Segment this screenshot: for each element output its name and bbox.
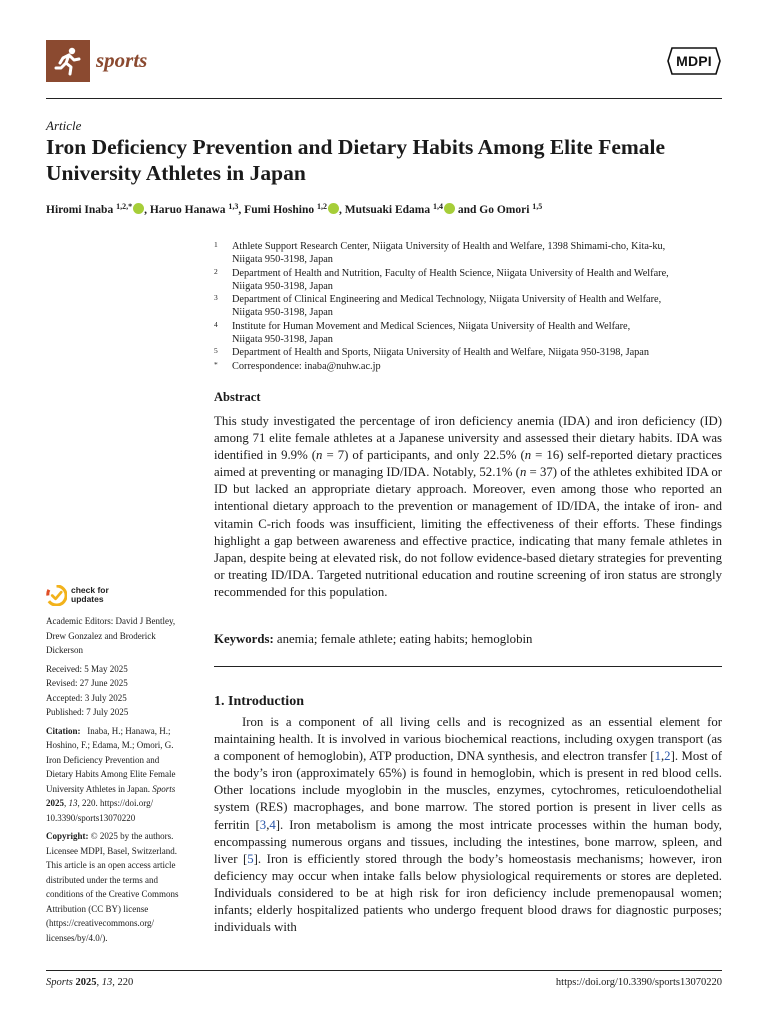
- editors-line: Drew Gonzalez and Broderick: [46, 630, 156, 641]
- citation-text: University Athletes in Japan.: [46, 783, 153, 794]
- publisher-logo[interactable]: [666, 46, 722, 76]
- affiliation-number: 2: [214, 266, 218, 276]
- footer-citation: [46, 977, 133, 988]
- author-affiliation-marker: 1,4: [432, 202, 443, 211]
- citation-volume: 13: [68, 798, 78, 808]
- copyright-block: [46, 829, 206, 945]
- affiliation-line: Niigata 950-3198, Japan: [232, 333, 333, 345]
- reference-link[interactable]: 4: [269, 817, 276, 832]
- orcid-icon[interactable]: [328, 203, 339, 214]
- affiliation-number: 3: [214, 293, 218, 303]
- copyright-text: © 2025 by the authors.: [90, 831, 174, 841]
- author-list: [46, 199, 736, 218]
- reference-separator: ,: [660, 749, 665, 764]
- copyright-line: conditions of the Creative Commons: [46, 889, 179, 899]
- affiliation-number: *: [214, 359, 218, 369]
- affiliation-list: [214, 240, 724, 374]
- affiliation-item: [214, 320, 724, 346]
- abstract-n-symbol: n: [519, 465, 527, 480]
- journal-logo: [46, 40, 90, 82]
- citation-text: ,: [64, 798, 69, 808]
- citation-block: [46, 724, 206, 826]
- footer-journal: Sports: [46, 977, 73, 988]
- academic-editors: [46, 614, 206, 658]
- copyright-line: [46, 829, 206, 844]
- affiliation-item: [214, 360, 724, 373]
- intro-text-part: ]. Most of the body’s iron (approximately 65%) is found in hemoglobin, which is present in red blood cells. Other locations include myoglobin in the muscles, enzymes, cytochromes, reticuloendothelial system (RES) macrophages, and bone marrow. The stored portion is present in liver cells as ferritin [: [214, 749, 722, 832]
- copyright-line: Attribution (CC BY) license: [46, 903, 149, 914]
- license-link[interactable]: (https://creativecommons.org/: [46, 918, 155, 928]
- license-link[interactable]: licenses/by/4.0/).: [46, 932, 108, 943]
- author-name[interactable]: Go Omori: [479, 204, 530, 216]
- footer-article-number: , 220: [112, 977, 134, 988]
- article-title: Iron Deficiency Prevention and Dietary Habits Among Elite Female University Athletes in Japan: [46, 135, 666, 185]
- check-for-updates-label: [71, 586, 109, 604]
- check-for-updates-icon: [46, 585, 67, 606]
- citation-year: 2025: [46, 798, 64, 808]
- introduction-paragraph: [214, 714, 722, 936]
- citation-doi-prefix[interactable]: , 220. https://doi.org/: [77, 798, 154, 808]
- author-name[interactable]: Mutsuaki Edama: [344, 204, 431, 216]
- affiliation-number: 4: [214, 319, 218, 329]
- abstract-n-symbol: n: [316, 448, 323, 463]
- footer-divider: [46, 970, 722, 971]
- abstract-n-symbol: n: [524, 448, 532, 463]
- author-separator: ,: [144, 204, 150, 216]
- affiliation-item: [214, 293, 724, 319]
- abstract-text: [214, 413, 722, 601]
- keywords-line: [214, 631, 722, 648]
- citation-label: Citation:: [46, 725, 81, 736]
- author-separator: ,: [238, 204, 245, 216]
- article-info-sidebar: [46, 584, 206, 949]
- footer-separator: ,: [96, 977, 102, 988]
- journal-name: sports: [96, 48, 148, 72]
- footer-doi-link[interactable]: https://doi.org/10.3390/sports13070220: [555, 977, 722, 988]
- abstract-text-part: = 37) of the athletes exhibited IDA or ID but lacked an appropriate dietary approach. Moreover, even among those who reported an intentional dietary approach to the prevention or management of ID/IDA, the intake of iron- and vitamin C-rich foods was insufficient, limiting the effectiveness of their efforts. These findings highlight a gap between awareness and effective practice, indicating that many female athletes in Japan, despite being at elevated risk, do not follow evidence-based dietary strategies for preventing or treating ID/IDA. Targeted nutritional education and routine screening of iron status are strongly recommended for this population.: [214, 465, 722, 599]
- page-header: [46, 40, 722, 98]
- affiliation-number: 5: [214, 346, 218, 356]
- affiliation-line: Niigata 950-3198, Japan: [232, 280, 333, 292]
- author-name[interactable]: Fumi Hoshino: [244, 204, 315, 216]
- citation-line: Hoshino, F.; Edama, M.; Omori, G.: [46, 740, 174, 750]
- affiliation-number: 1: [214, 240, 218, 249]
- citation-line: Dietary Habits Among Elite Female: [46, 769, 176, 779]
- citation-line: [46, 724, 206, 739]
- editors-line: Dickerson: [46, 645, 83, 655]
- header-divider: [46, 98, 722, 99]
- author-affiliation-marker: 1,2,*: [116, 202, 133, 211]
- keywords-label: Keywords:: [214, 632, 274, 646]
- reference-link[interactable]: 1: [654, 749, 661, 764]
- affiliation-item: [214, 267, 724, 293]
- publisher-name: MDPI: [676, 53, 712, 69]
- check-for-updates-badge[interactable]: [46, 584, 206, 606]
- intro-text-part: Iron is a component of all living cells and is recognized as an essential element for maintaining health. It is involved in various biochemical reactions, including oxygen transport (as a component of hemoglobin), ATP production, DNA synthesis, and electron transfer [: [214, 715, 722, 764]
- date-revised: Revised: 27 June 2025: [46, 678, 128, 688]
- citation-line: [46, 796, 206, 811]
- author-affiliation-marker: 1,5: [532, 202, 543, 211]
- copyright-line: distributed under the terms and: [46, 874, 158, 885]
- footer-year: 2025: [75, 977, 97, 988]
- reference-link[interactable]: 3: [259, 817, 267, 832]
- author-name[interactable]: Hiromi Inaba: [46, 204, 114, 216]
- keywords-list: anemia; female athlete; eating habits; hemoglobin: [276, 632, 533, 646]
- author-name[interactable]: Haruo Hanawa: [149, 204, 226, 216]
- article-type: Article: [46, 118, 82, 133]
- author-affiliation-marker: 1,3: [228, 202, 239, 211]
- date-accepted: Accepted: 3 July 2025: [46, 692, 127, 703]
- affiliation-item: [214, 346, 724, 359]
- affiliation-line: Niigata 950-3198, Japan: [232, 254, 333, 265]
- affiliation-line: Athlete Support Research Center, Niigata University of Health and Welfare, 1398 Shimami-cho, Kita-ku,: [232, 241, 666, 252]
- author-affiliation-marker: 1,2: [317, 202, 328, 211]
- citation-line: Iron Deficiency Prevention and: [46, 754, 160, 765]
- publication-dates: [46, 662, 206, 720]
- reference-link[interactable]: 2: [664, 749, 671, 764]
- runner-icon: [53, 46, 83, 76]
- orcid-icon[interactable]: [444, 203, 455, 214]
- editors-line: Academic Editors: David J Bentley,: [46, 616, 176, 626]
- copyright-line: Licensee MDPI, Basel, Switzerland.: [46, 845, 177, 856]
- check-for-updates-line: updates: [71, 594, 104, 604]
- abstract-heading: Abstract: [214, 390, 261, 404]
- section-heading-introduction: 1. Introduction: [214, 694, 304, 709]
- affiliation-item: [214, 240, 724, 266]
- intro-text-part: ]. Iron metabolism is among the most intricate processes within the human body, encompassing numerous organs and tissues, including the intestines, bone marrow, spleen, and liver [: [214, 817, 722, 866]
- footer-volume: 13: [101, 977, 113, 988]
- author-separator: ,: [339, 204, 345, 216]
- affiliation-line: Department of Clinical Engineering and Medical Technology, Niigata University of Health and Welfare,: [232, 294, 662, 306]
- copyright-label: Copyright:: [46, 831, 89, 841]
- date-published: Published: 7 July 2025: [46, 707, 129, 717]
- correspondence-line[interactable]: Correspondence: inaba@nuhw.ac.jp: [232, 360, 381, 372]
- orcid-icon[interactable]: [133, 203, 144, 214]
- citation-doi[interactable]: 10.3390/sports13070220: [46, 812, 136, 823]
- abstract-text-part: = 7) of participants, and only 22.5% (: [322, 448, 525, 463]
- intro-text-part: ]. Iron is efficiently stored through the body’s homeostasis mechanisms; however, iron deficiency may occur when intake falls below physiological requirements or stores are depleted. Individuals considered to be at high risk for iron deficiency include premenopausal women; infants; elderly hospitalized patients who undergo frequent blood draws for diagnostic purposes; individuals with: [214, 851, 722, 935]
- affiliation-line: Department of Health and Nutrition, Faculty of Health Science, Niigata University of Health and Welfare,: [232, 267, 669, 279]
- affiliation-line: Department of Health and Sports, Niigata University of Health and Welfare, Niigata 950-3198, Japan: [232, 347, 650, 359]
- reference-link[interactable]: 5: [247, 851, 254, 866]
- citation-line: [46, 782, 206, 797]
- check-for-updates-line: check for: [71, 585, 109, 595]
- abstract-text-part: = 16) self-reported dietary practices aimed at preventing or managing ID/IDA. Notably, 52.1% (: [214, 448, 722, 480]
- abstract-divider: [214, 666, 722, 667]
- copyright-line: This article is an open access article: [46, 860, 176, 870]
- citation-text: Inaba, H.; Hanawa, H.;: [87, 725, 171, 736]
- date-received: Received: 5 May 2025: [46, 663, 128, 674]
- affiliation-line: Niigata 950-3198, Japan: [232, 307, 333, 319]
- citation-journal: Sports: [152, 783, 176, 794]
- author-separator: and: [454, 204, 480, 216]
- abstract-text-part: This study investigated the percentage of iron deficiency anemia (IDA) and iron deficiency (ID) among 71 elite female athletes at a Japanese university and assessed their dietary habits. IDA was identified in 9.9% (: [214, 414, 722, 463]
- reference-separator: ,: [266, 817, 270, 832]
- affiliation-line: Institute for Human Movement and Medical Sciences, Niigata University of Health and Welfare,: [232, 320, 631, 332]
